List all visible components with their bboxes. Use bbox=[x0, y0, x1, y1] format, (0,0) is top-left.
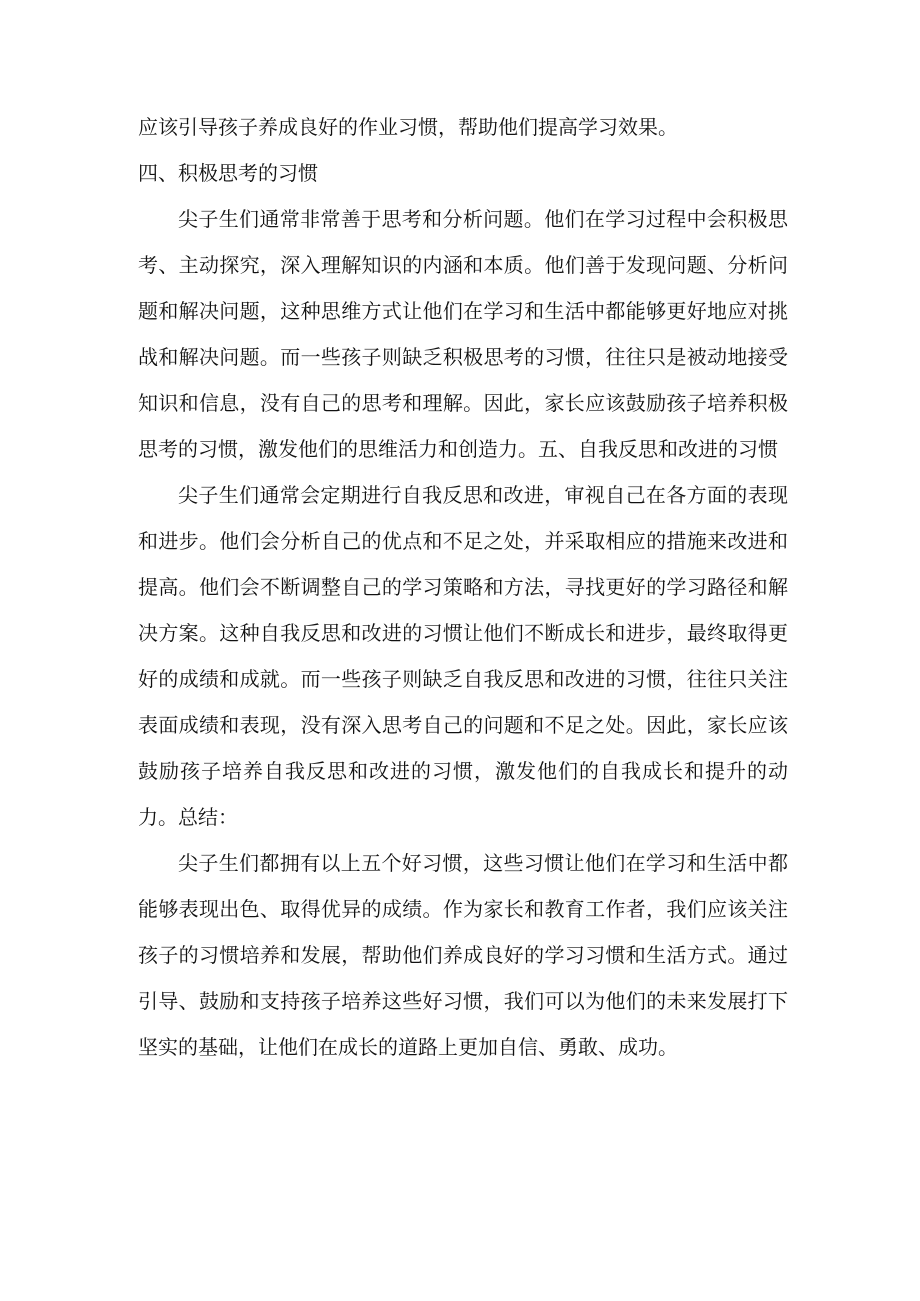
document-body bbox=[138, 104, 788, 1070]
paragraph-continuation: 应该引导孩子养成良好的作业习惯，帮助他们提高学习效果。 bbox=[138, 115, 678, 139]
paragraph-self-reflection: 尖子生们通常会定期进行自我反思和改进，审视自己在各方面的表现和进步。他们会分析自己的优点和不足之处，并采取相应的措施来改进和提高。他们会不断调整自己的学习策略和方法，寻找更好的学习路径和解决方案。这种自我反思和改进的习惯让他们不断成长和进步，最终取得更好的成绩和成就。而一些孩子则缺乏自我反思和改进的习惯，往往只关注表面成绩和表现，没有深入思考自己的问题和不足之处。因此，家长应该鼓励孩子培养自我反思和改进的习惯，激发他们的自我成长和提升的动力。总结： bbox=[138, 483, 788, 829]
paragraph-summary: 尖子生们都拥有以上五个好习惯，这些习惯让他们在学习和生活中都能够表现出色、取得优异的成绩。作为家长和教育工作者，我们应该关注孩子的习惯培养和发展，帮助他们养成良好的学习习惯和生活方式。通过引导、鼓励和支持孩子培养这些好习惯，我们可以为他们的未来发展打下坚实的基础，让他们在成长的道路上更加自信、勇敢、成功。 bbox=[138, 851, 788, 1059]
paragraph-active-thinking: 尖子生们通常非常善于思考和分析问题。他们在学习过程中会积极思考、主动探究，深入理解知识的内涵和本质。他们善于发现问题、分析问题和解决问题，这种思维方式让他们在学习和生活中都能够更好地应对挑战和解决问题。而一些孩子则缺乏积极思考的习惯，往往只是被动地接受知识和信息，没有自己的思考和理解。因此，家长应该鼓励孩子培养积极思考的习惯，激发他们的思维活力和创造力。五、自我反思和改进的习惯 bbox=[138, 207, 788, 461]
section-heading-four: 四、积极思考的习惯 bbox=[138, 161, 318, 185]
